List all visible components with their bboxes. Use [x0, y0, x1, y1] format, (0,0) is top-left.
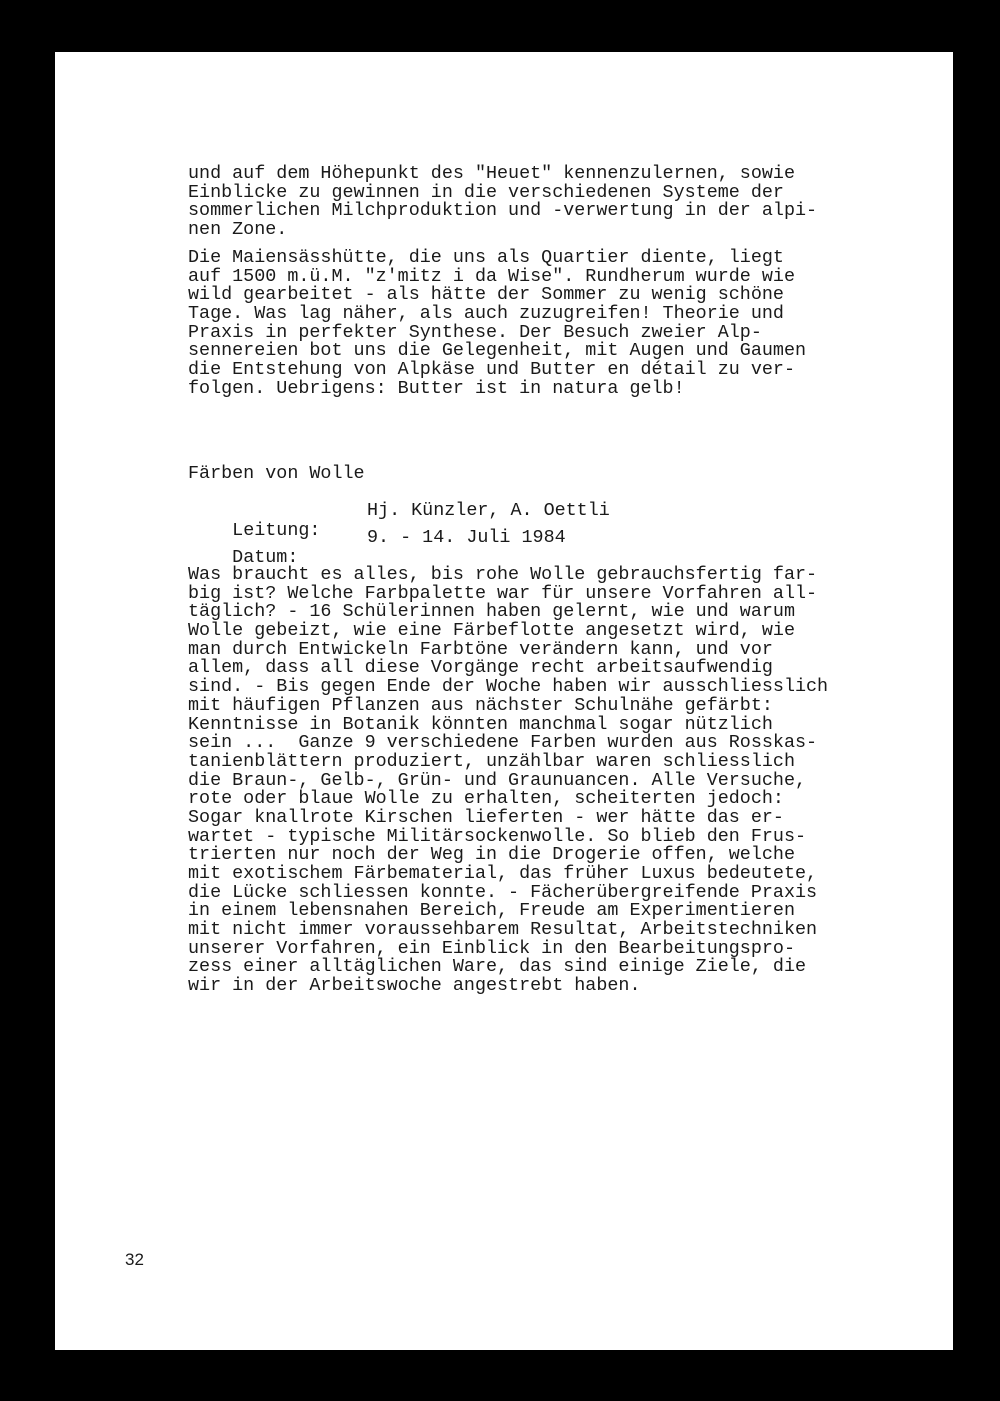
- intro-paragraph: [188, 165, 817, 240]
- datum-value: 9. - 14. Juli 1984: [367, 527, 566, 548]
- text-line: sein ... Ganze 9 verschiedene Farben wurden aus Rosskas-: [188, 732, 818, 754]
- text-line: Wolle gebeizt, wie eine Färbeflotte angesetzt wird, wie: [188, 620, 795, 642]
- section-title: Färben von Wolle: [188, 463, 365, 484]
- text-line: sommerlichen Milchproduktion und -verwertung in der alpi-: [188, 200, 818, 222]
- text-line: mit exotischem Färbematerial, das früher Luxus bedeutete,: [188, 863, 818, 884]
- second-paragraph: [188, 249, 806, 399]
- datum-label: Datum:: [232, 547, 299, 568]
- text-line: Praxis in perfekter Synthese. Der Besuch zweier Alp-: [188, 321, 762, 343]
- text-line: sennereien bot uns die Gelegenheit, mit Augen und Gaumen: [188, 340, 807, 362]
- document-page: [55, 52, 953, 1350]
- page-number: 32: [125, 1250, 144, 1269]
- text-line: Kenntnisse in Botanik könnten manchmal sogar nützlich: [188, 713, 773, 735]
- text-line: trierten nur noch der Weg in die Drogerie offen, welche: [188, 844, 795, 866]
- text-line: rote oder blaue Wolle zu erhalten, scheiterten jedoch:: [188, 788, 784, 810]
- text-line: täglich? - 16 Schülerinnen haben gelernt, wie und warum: [188, 601, 795, 623]
- text-line: nen Zone.: [188, 219, 288, 241]
- text-line: die Lücke schliessen konnte. - Fächerübergreifende Praxis: [188, 881, 818, 903]
- text-line: folgen. Uebrigens: Butter ist in natura gelb!: [188, 377, 685, 399]
- leitung-value: Hj. Künzler, A. Oettli: [367, 500, 610, 521]
- text-line: sind. - Bis gegen Ende der Woche haben wir ausschliesslich: [188, 676, 829, 698]
- leitung-label: Leitung:: [232, 520, 321, 541]
- text-line: die Braun-, Gelb-, Grün- und Graunuancen. Alle Versuche,: [188, 769, 807, 791]
- section-body: [188, 566, 828, 996]
- text-line: wir in der Arbeitswoche angestrebt haben.: [188, 975, 641, 997]
- text-line: Einblicke zu gewinnen in die verschiedenen Systeme der: [188, 181, 784, 203]
- text-line: Tage. Was lag näher, als auch zuzugreifen! Theorie und: [188, 303, 784, 325]
- text-line: in einem lebensnahen Bereich, Freude am Experimentieren: [188, 900, 795, 922]
- text-line: allem, dass all diese Vorgänge recht arbeitsaufwendig: [188, 657, 773, 679]
- text-line: mit häufigen Pflanzen aus nächster Schulnähe gefärbt:: [188, 694, 773, 716]
- text-line: die Entstehung von Alpkäse und Butter en détail zu ver-: [188, 359, 795, 381]
- text-line: tanienblättern produziert, unzählbar waren schliesslich: [188, 750, 795, 772]
- text-line: man durch Entwickeln Farbtöne verändern kann, und vor: [188, 638, 773, 660]
- text-line: Die Maiensässhütte, die uns als Quartier diente, liegt: [188, 247, 784, 268]
- text-line: und auf dem Höhepunkt des "Heuet" kennenzulernen, sowie: [188, 163, 795, 184]
- text-line: wartet - typische Militärsockenwolle. So blieb den Frus-: [188, 825, 807, 847]
- text-line: mit nicht immer voraussehbarem Resultat, Arbeitstechniken: [188, 919, 818, 941]
- text-line: wild gearbeitet - als hätte der Sommer zu wenig schöne: [188, 284, 784, 306]
- text-line: zess einer alltäglichen Ware, das sind einige Ziele, die: [188, 956, 807, 978]
- text-line: big ist? Welche Farbpalette war für unsere Vorfahren all-: [188, 582, 818, 604]
- text-line: unserer Vorfahren, ein Einblick in den Bearbeitungspro-: [188, 937, 795, 959]
- text-line: Sogar knallrote Kirschen lieferten - wer hätte das er-: [188, 806, 784, 828]
- text-line: auf 1500 m.ü.M. "z'mitz i da Wise". Rundherum wurde wie: [188, 265, 795, 287]
- text-line: Was braucht es alles, bis rohe Wolle gebrauchsfertig far-: [188, 564, 818, 585]
